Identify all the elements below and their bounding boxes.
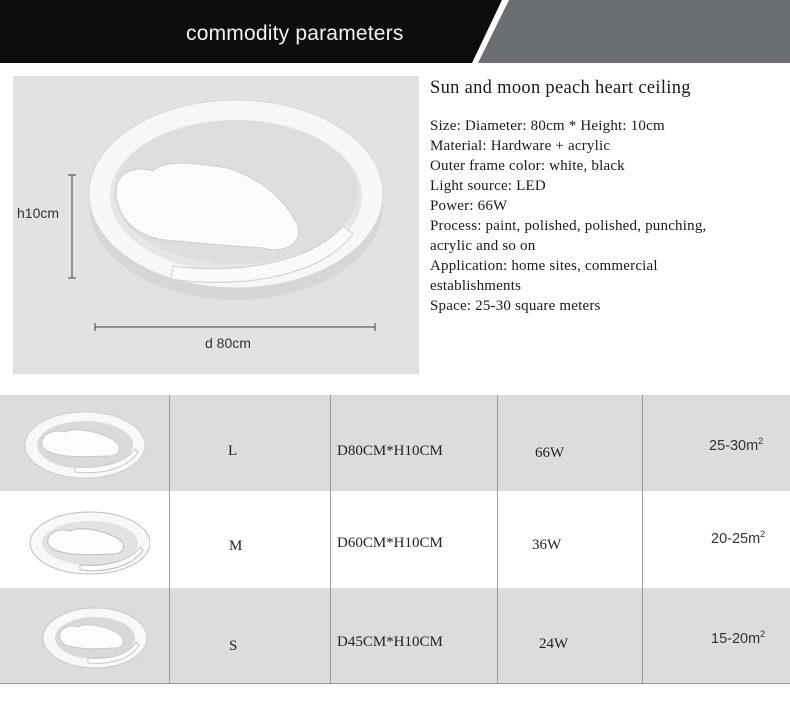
spec-line: Application: home sites, commercial [430, 258, 658, 274]
lamp-thumbnail [20, 503, 150, 579]
table-row [0, 491, 790, 588]
banner-title: commodity parameters [186, 22, 404, 45]
lamp-illustration [13, 76, 419, 374]
table-row [0, 588, 790, 683]
spec-line: Outer frame color: white, black [430, 158, 625, 174]
lamp-thumbnail [20, 405, 150, 481]
dimensions: D80CM*H10CM [337, 443, 443, 459]
diameter-label: d 80cm [205, 335, 251, 351]
column-divider [169, 395, 170, 683]
area [711, 529, 765, 547]
spec-line: Material: Hardware + acrylic [430, 138, 611, 154]
spec-line: Size: Diameter: 80cm * Height: 10cm [430, 118, 665, 134]
area-value: 15-20m [711, 630, 761, 647]
power: 66W [535, 445, 565, 461]
area [709, 436, 763, 454]
lamp-thumbnail [20, 600, 150, 676]
column-divider [330, 395, 331, 683]
dimensions: D45CM*H10CM [337, 634, 443, 650]
column-divider [642, 395, 643, 683]
spec-line: Space: 25-30 square meters [430, 298, 601, 314]
spec-line: acrylic and so on [430, 238, 536, 254]
area-value: 25-30m [709, 437, 759, 454]
column-divider [497, 395, 498, 683]
spec-line: Light source: LED [430, 178, 546, 194]
dimensions: D60CM*H10CM [337, 535, 443, 551]
size-code: S [229, 638, 238, 654]
power: 24W [539, 636, 569, 652]
area-unit-sup: 2 [760, 529, 766, 539]
spec-line: Process: paint, polished, polished, punching, [430, 218, 707, 234]
table-row [0, 395, 790, 491]
power: 36W [532, 537, 562, 553]
area [711, 629, 765, 647]
spec-line: establishments [430, 278, 522, 294]
size-code: M [229, 538, 243, 554]
header-banner [0, 0, 790, 63]
table-divider [0, 683, 790, 684]
spec-line: Power: 66W [430, 198, 508, 214]
height-label: h10cm [17, 205, 60, 221]
area-value: 20-25m [711, 530, 761, 547]
spec-panel [430, 78, 790, 316]
product-title: Sun and moon peach heart ceiling [430, 78, 691, 98]
area-unit-sup: 2 [760, 629, 766, 639]
size-code: L [228, 443, 238, 459]
product-image [13, 76, 419, 374]
area-unit-sup: 2 [758, 436, 764, 446]
size-table [0, 395, 790, 683]
